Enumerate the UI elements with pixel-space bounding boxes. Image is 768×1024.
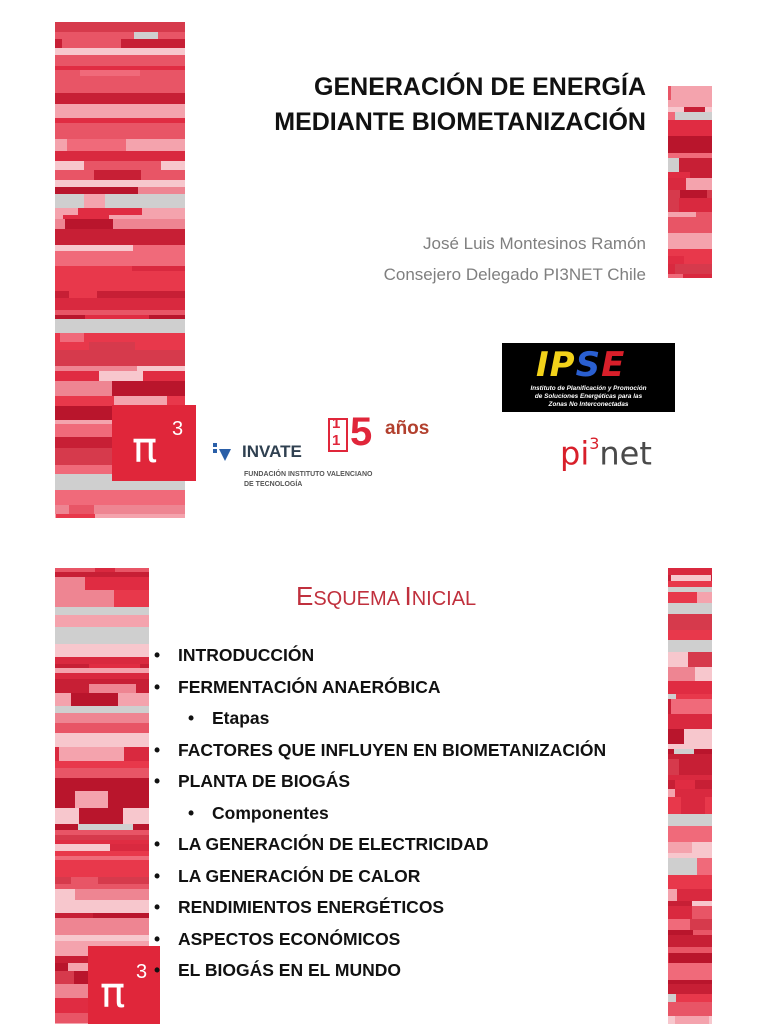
decorative-stripe-block <box>684 256 712 264</box>
outline-item: • LA GENERACIÓN DE CALOR <box>152 861 606 893</box>
decorative-stripe-block <box>686 178 712 190</box>
decorative-stripe <box>55 48 185 55</box>
decorative-stripe-block <box>112 381 185 396</box>
decorative-stripe <box>668 1002 712 1016</box>
decorative-stripe <box>668 120 712 136</box>
decorative-stripe <box>668 568 712 575</box>
decorative-stripe <box>668 963 712 980</box>
decorative-stripe <box>55 151 185 161</box>
anniversary-digit-a: 1 <box>332 415 341 432</box>
ipse-letter-e: E <box>601 345 626 385</box>
decorative-stripe <box>55 251 185 266</box>
decorative-stripe <box>668 217 712 233</box>
decorative-stripe <box>55 860 149 877</box>
heading-rest-1: SQUEMA <box>313 588 405 610</box>
decorative-stripe-block <box>138 187 185 194</box>
outline-item: • INTRODUCCIÓN <box>152 640 606 672</box>
decorative-stripe-block <box>94 170 141 180</box>
heading-initial-2: I <box>404 581 412 611</box>
ipse-wordmark <box>536 347 625 383</box>
decorative-stripe <box>55 615 149 627</box>
decorative-stripe-block <box>110 844 149 851</box>
ipse-subtitle-line-2: de Soluciones Energéticas para las <box>534 393 643 400</box>
outline-slide <box>0 548 768 1024</box>
heading-initial-1: E <box>296 581 314 611</box>
decorative-stripe <box>55 76 185 93</box>
anniversary-word: años <box>385 418 430 439</box>
decorative-stripe <box>55 55 185 66</box>
decorative-stripe <box>55 607 149 615</box>
decorative-stripe <box>55 104 185 118</box>
ipse-subtitle-line-3: Zonas No Interconectadas <box>548 401 629 408</box>
decorative-stripe <box>55 768 149 778</box>
decorative-stripe-block <box>114 590 149 607</box>
decorative-stripe <box>55 271 185 281</box>
decorative-stripe <box>55 706 149 713</box>
outline-item: • ASPECTOS ECONÓMICOS <box>152 924 606 956</box>
decorative-stripe <box>55 778 149 791</box>
author-role: Consejero Delegado PI3NET Chile <box>383 265 646 284</box>
ipse-subtitle <box>508 385 669 409</box>
invate-subtitle-line-1: FUNDACIÓN INSTITUTO VALENCIANO <box>244 471 373 478</box>
decorative-stripe-block <box>692 906 712 919</box>
decorative-stripe <box>55 93 185 104</box>
decorative-stripe-block <box>62 39 121 48</box>
decorative-stripe-block <box>69 505 94 514</box>
decorative-stripe-block <box>679 158 712 172</box>
decorative-stripe <box>55 180 185 187</box>
decorative-stripe-block <box>65 219 113 229</box>
slide-title <box>274 70 646 140</box>
outline-subitem: • Etapas <box>152 703 606 735</box>
outline-item: • RENDIMIENTOS ENERGÉTICOS <box>152 892 606 924</box>
decorative-stripe-block <box>75 889 149 900</box>
decorative-stripe <box>668 233 712 249</box>
pi3-logo-badge <box>112 405 196 481</box>
decorative-stripe <box>55 194 185 208</box>
decorative-stripe-block <box>671 984 712 994</box>
decorative-stripe <box>668 249 712 256</box>
decorative-stripe <box>668 681 712 694</box>
decorative-stripe <box>55 644 149 657</box>
outline-item: • FACTORES QUE INFLUYEN EN BIOMETANIZACIÓN <box>152 735 606 767</box>
decorative-stripe <box>55 298 185 310</box>
decorative-stripe-block <box>683 274 712 278</box>
decorative-stripe <box>668 826 712 842</box>
decorative-stripe-block <box>67 139 126 151</box>
decorative-stripe-block <box>675 264 712 274</box>
decorative-stripe <box>55 350 185 366</box>
decorative-stripe <box>55 229 185 245</box>
decorative-stripe-block <box>677 889 712 901</box>
decorative-stripe <box>55 733 149 747</box>
heading-rest-2: NICIAL <box>411 588 477 610</box>
outline-item: • PLANTA DE BIOGÁS <box>152 766 606 798</box>
decorative-stripe <box>668 714 712 729</box>
decorative-stripe-block <box>679 759 712 775</box>
decorative-stripe-block <box>60 333 84 342</box>
decorative-stripe-block <box>78 208 142 215</box>
decorative-stripe <box>668 875 712 889</box>
outline-item: • LA GENERACIÓN DE ELECTRICIDAD <box>152 829 606 861</box>
pi3net-part2: net <box>599 434 652 473</box>
decorative-stripe-block <box>681 797 705 814</box>
pi-exponent: 3 <box>172 418 184 440</box>
decorative-stripe-block <box>671 86 712 100</box>
decorative-stripe-block <box>697 858 712 875</box>
pi3net-part1: pi <box>560 434 590 473</box>
decorative-stripe <box>668 136 712 153</box>
decorative-stripe <box>55 918 149 935</box>
decorative-stripe-block <box>75 791 108 808</box>
invate-subtitle-line-2: DE TECNOLOGÍA <box>244 481 303 488</box>
decorative-stripe-block <box>675 112 712 120</box>
decorative-stripe-block <box>134 32 158 39</box>
decorative-stripe <box>668 814 712 826</box>
decorative-stripe <box>55 900 149 913</box>
decorative-stripe-block <box>675 789 712 797</box>
decorative-stripe-block <box>690 919 712 930</box>
decorative-stripe-block <box>697 592 712 603</box>
slide-title-line-1: GENERACIÓN DE ENERGÍA <box>314 73 646 101</box>
decorative-stripe <box>55 123 185 139</box>
pi-exponent: 3 <box>136 961 148 983</box>
decorative-stripe-block <box>69 291 97 298</box>
outline-item: • FERMENTACIÓN ANAERÓBICA <box>152 672 606 704</box>
decorative-stripe <box>55 490 185 505</box>
ipse-letter-s: S <box>575 345 602 385</box>
decorative-stripe-block <box>675 1016 709 1024</box>
decorative-stripe <box>55 32 185 39</box>
decorative-stripe <box>668 603 712 614</box>
decorative-stripe <box>668 935 712 947</box>
decorative-stripe-block <box>671 699 712 714</box>
decorative-stripe <box>55 281 185 291</box>
invate-mark-icon <box>212 442 232 462</box>
author-block <box>384 228 646 290</box>
decorative-stripe-block <box>79 808 123 824</box>
slide-heading <box>296 580 476 615</box>
decorative-stripe <box>55 627 149 644</box>
decorative-stripe-block <box>680 190 707 198</box>
decorative-stripe-block <box>107 768 128 778</box>
decorative-stripe-block <box>84 194 105 208</box>
anniversary-digit-c: 5 <box>350 410 373 454</box>
decorative-stripe <box>55 713 149 723</box>
decorative-stripe <box>668 640 712 652</box>
outline-subitem: • Componentes <box>152 798 606 830</box>
decorative-stripe-block <box>59 747 124 761</box>
decorative-stripe-block <box>695 667 712 681</box>
pi3net-exponent: 3 <box>589 434 600 453</box>
decorative-stripe <box>55 723 149 733</box>
outline-item: • EL BIOGÁS EN EL MUNDO <box>152 955 606 987</box>
decorative-stripe-column-right <box>668 86 712 278</box>
ipse-logo <box>502 343 675 412</box>
pi3-logo-badge <box>88 946 160 1024</box>
decorative-stripe-block <box>71 877 98 884</box>
decorative-stripe-block <box>679 198 712 212</box>
decorative-stripe-block <box>684 729 712 744</box>
decorative-stripe-block <box>688 652 712 667</box>
decorative-stripe <box>55 22 185 32</box>
decorative-stripe-block <box>55 577 85 590</box>
decorative-stripe-block <box>89 342 135 350</box>
outline-list <box>152 640 606 987</box>
decorative-stripe-block <box>56 514 95 518</box>
decorative-stripe <box>55 319 185 333</box>
invate-subtitle <box>244 470 372 490</box>
decorative-stripe-block <box>676 994 712 1002</box>
invate-name: INVATE <box>242 442 302 461</box>
pi-symbol: π <box>100 968 126 1017</box>
decorative-stripe-block <box>84 161 161 170</box>
ipse-subtitle-line-1: Instituto de Planificación y Promoción <box>530 385 647 392</box>
decorative-stripe <box>668 614 712 630</box>
pi-symbol: π <box>132 423 158 472</box>
decorative-stripe <box>668 630 712 640</box>
decorative-stripe-block <box>76 761 139 768</box>
decorative-stripe <box>55 877 149 884</box>
decorative-stripe <box>55 657 149 664</box>
decorative-stripe-block <box>675 780 695 789</box>
decorative-stripe <box>668 100 712 107</box>
decorative-stripe-block <box>669 953 712 963</box>
ipse-letter-i: I <box>536 345 550 385</box>
slide-title-line-2: MEDIANTE BIOMETANIZACIÓN <box>274 108 646 136</box>
decorative-stripe-block <box>692 842 712 853</box>
decorative-stripe-block <box>89 684 136 693</box>
pi3net-logo <box>560 430 652 472</box>
decorative-stripe-column-right <box>668 568 712 1024</box>
anniversary-digit-b: 1 <box>332 432 341 449</box>
decorative-stripe-block <box>99 371 143 381</box>
author-name: José Luis Montesinos Ramón <box>422 234 646 253</box>
anniversary-15-years-logo <box>328 410 430 456</box>
ipse-letter-p: P <box>549 345 576 385</box>
decorative-stripe-block <box>71 693 118 706</box>
